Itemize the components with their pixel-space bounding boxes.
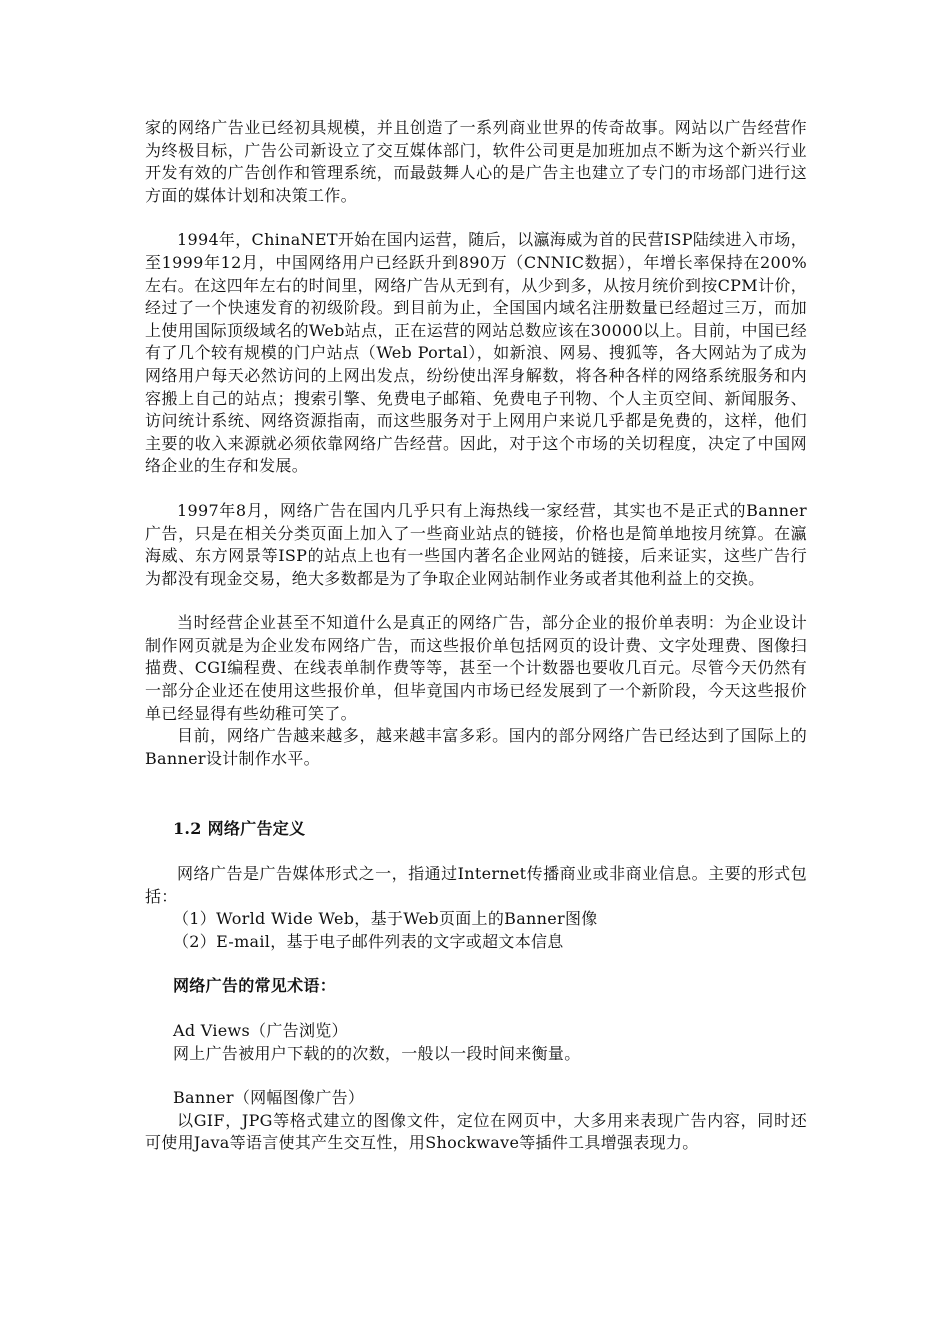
term-desc-ad-views: 网上广告被用户下载的的次数，一般以一段时间来衡量。 [173, 1043, 581, 1063]
section-intro: 网络广告是广告媒体形式之一，指通过Internet传播商业或非商业信息。主要的形式包括： [145, 864, 807, 906]
paragraph-4: 当时经营企业甚至不知道什么是真正的网络广告，部分企业的报价单表明：为企业设计制作网页就是为企业发布网络广告，而这些报价单包括网页的设计费、文字处理费、图像扫描费、CGI编程费、在线表单制作费等等，甚至一个计数器也要收几百元。尽管今天仍然有一部分企业还在使用这些报价单，但毕竟国内市场已经发展到了一个新阶段，今天这些报价单已经显得有些幼稚可笑了。 [145, 613, 807, 723]
list-item: （1）World Wide Web，基于Web页面上的Banner图像 [173, 909, 598, 929]
paragraph-3: 1997年8月，网络广告在国内几乎只有上海热线一家经营，其实也不是正式的Banner广告，只是在相关分类页面上加入了一些商业站点的链接，价格也是简单地按月统算。在瀛海威、东方网景等ISP的站点上也有一些国内著名企业网站的链接，后来证实，这些广告行为都没有现金交易，绝大多数都是为了争取企业网站制作业务或者其他利益上的交换。 [145, 500, 807, 588]
paragraph-2: 1994年，ChinaNET开始在国内运营，随后，以瀛海威为首的民营ISP陆续进入市场，至1999年12月，中国网络用户已经跃升到890万（CNNIC数据），年增长率保持在200%左右。在这四年左右的时间里，网络广告从无到有，从少到多，从按月统价到按CPM计价，经过了一个快速发育的初级阶段。到目前为止，全国国内域名注册数量已经超过三万，而加上使用国际顶级域名的Web站点，正在运营的网站总数应该在30000以上。目前，中国已经有了几个较有规模的门户站点（Web Portal），如新浪、网易、搜狐等，各大网站为了成为网络用户每天必然访问的上网出发点，纷纷使出浑身解数，将各种各样的网络系统服务和内容搬上自己的站点；搜索引擎、免费电子邮箱、免费电子刊物、个人主页空间、新闻服务、访问统计系统、网络资源指南，而这些服务对于上网用户来说几乎都是免费的，这样，他们主要的收入来源就必须依靠网络广告经营。因此，对于这个市场的关切程度，决定了中国网络企业的生存和发展。 [145, 230, 807, 476]
section-heading: 1.2 网络广告定义 [173, 819, 306, 839]
document-body [145, 117, 807, 1155]
terms-heading: 网络广告的常见术语： [173, 976, 337, 996]
list-item: （2）E-mail，基于电子邮件列表的文字或超文本信息 [173, 931, 564, 951]
term-desc-banner: 以GIF，JPG等格式建立的图像文件，定位在网页中，大多用来表现广告内容，同时还可使用Java等语言使其产生交互性，用Shockwave等插件工具增强表现力。 [145, 1110, 807, 1153]
term-title-ad-views: Ad Views（广告浏览） [173, 1021, 348, 1040]
paragraph-5: 目前，网络广告越来越多，越来越丰富多彩。国内的部分网络广告已经达到了国际上的Banner设计制作水平。 [145, 726, 807, 768]
paragraph-1: 家的网络广告业已经初具规模，并且创造了一系列商业世界的传奇故事。网站以广告经营作为终极目标，广告公司新设立了交互媒体部门，软件公司更是加班加点不断为这个新兴行业开发有效的广告创作和管理系统，而最鼓舞人心的是广告主也建立了专门的市场部门进行这方面的媒体计划和决策工作。 [145, 118, 807, 205]
term-title-banner: Banner（网幅图像广告） [173, 1088, 365, 1108]
